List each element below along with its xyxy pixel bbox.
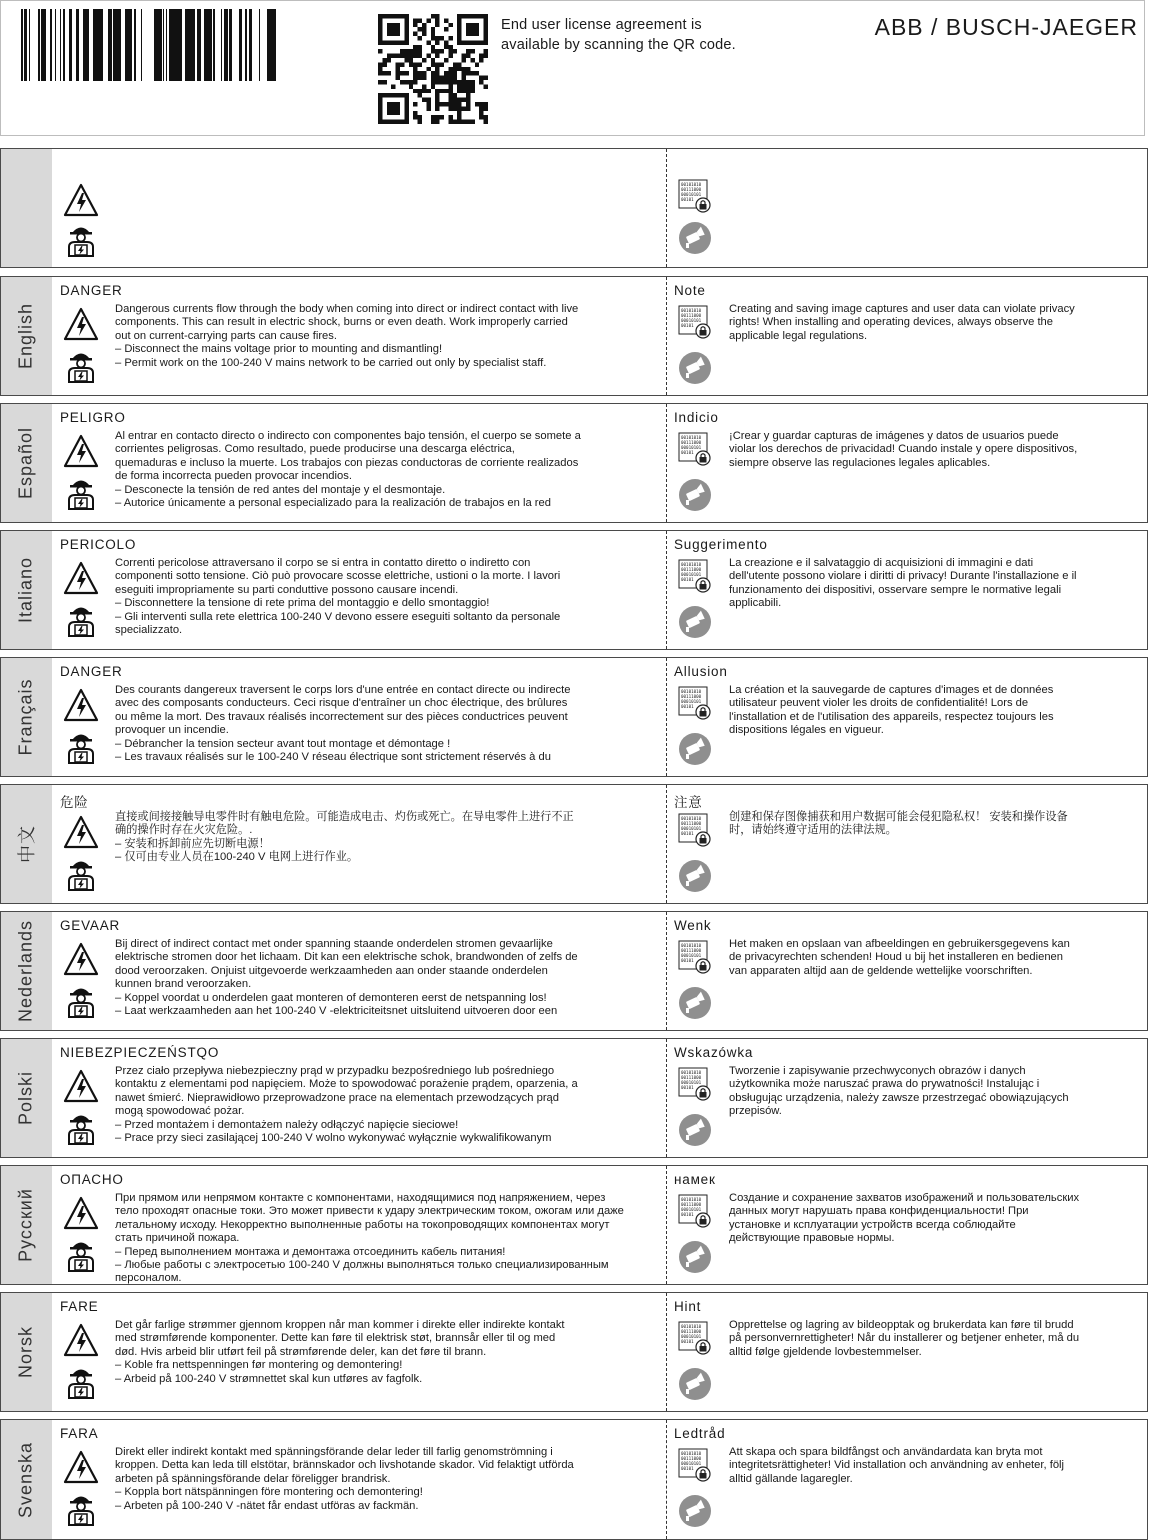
- note-panel: [668, 1039, 1147, 1157]
- camera-icon: [678, 221, 712, 255]
- language-label: Français: [15, 678, 36, 756]
- qualified-electrician-icon: [63, 855, 99, 891]
- svg-text:00101: 00101: [681, 323, 694, 328]
- dashed-divider: [666, 1166, 667, 1284]
- dashed-divider: [666, 531, 667, 649]
- dashed-divider: [666, 912, 667, 1030]
- qualified-electrician-icon: [63, 1363, 99, 1399]
- language-section: [0, 657, 1148, 777]
- qualified-electrician-icon: [63, 601, 99, 637]
- language-section: [0, 1038, 1148, 1158]
- data-privacy-lock-icon: [678, 179, 712, 213]
- electric-shock-warning-icon: [63, 1450, 99, 1484]
- note-text: Att skapa och spara bildfångst och användardata kan bryta mot integritetsrättigheter! Vid installation och användning av enheter, följ alltid gällande lagaregler.: [729, 1446, 1065, 1485]
- language-tab: [1, 912, 52, 1030]
- dashed-divider: [666, 1420, 667, 1539]
- language-tab: [1, 1166, 52, 1284]
- svg-text:00111000: 00111000: [681, 440, 702, 445]
- note-panel: [668, 658, 1147, 776]
- label-header: [0, 0, 1145, 136]
- language-label: Nederlands: [15, 919, 36, 1023]
- electric-shock-warning-icon: [63, 815, 99, 849]
- brand-name: ABB / BUSCH-JAEGER: [874, 14, 1138, 40]
- svg-text:00010101: 00010101: [681, 1461, 702, 1466]
- eula-line-1: End user license agreement is: [501, 17, 702, 33]
- language-label: Español: [15, 426, 36, 500]
- language-label: English: [15, 302, 36, 370]
- language-section: [0, 276, 1148, 396]
- data-privacy-lock-icon: [678, 432, 712, 466]
- danger-panel: [53, 1420, 665, 1539]
- eula-line-2: available by scanning the QR code.: [501, 37, 736, 53]
- electric-shock-warning-icon: [63, 183, 99, 217]
- svg-text:00101010: 00101010: [681, 308, 702, 313]
- eula-notice: [501, 15, 736, 55]
- language-section: [0, 911, 1148, 1031]
- danger-title: FARA: [60, 1426, 99, 1441]
- camera-icon: [678, 1367, 712, 1401]
- qr-code-icon[interactable]: [378, 14, 488, 124]
- svg-text:00101: 00101: [681, 704, 694, 709]
- data-privacy-lock-icon: [678, 813, 712, 847]
- danger-text: Przez ciało przepływa niebezpieczny prąd w przypadku bezpośredniego lub pośredniego kontaktu z elementami pod napięciem. Może to spowodować porażenie prądem, oparzenia, a nawet śmierć. Nieprawidłowo przeprowadzone prace na elementach przewodzących prąd mogą spowodować pożar. – Przed montażem i demontażem należy odłączyć napięcie sieciowe! – Prace przy sieci zasilającej 100-240 V wolno wykonywać wyłącznie wykwalifikowanym: [115, 1065, 578, 1145]
- camera-icon: [678, 478, 712, 512]
- svg-text:00111000: 00111000: [681, 948, 702, 953]
- camera-icon: [678, 1494, 712, 1528]
- svg-text:00101: 00101: [681, 577, 694, 582]
- note-panel: [668, 785, 1147, 903]
- data-privacy-lock-icon: [678, 1194, 712, 1228]
- electric-shock-warning-icon: [63, 307, 99, 341]
- note-text: Het maken en opslaan van afbeeldingen en gebruikersgegevens kan de privacyrechten schenden! Houd u bij het installeren en bedienen van apparaten altijd aan de geldende wettelijke voorschriften.: [729, 938, 1070, 977]
- language-tab: [1, 1039, 52, 1157]
- note-panel: [668, 1293, 1147, 1411]
- svg-text:00010101: 00010101: [681, 1080, 702, 1085]
- note-title: Note: [674, 283, 706, 298]
- note-title: Wenk: [674, 918, 712, 933]
- danger-text: Correnti pericolose attraversano il corpo se si entra in contatto diretto o indiretto con componenti sotto tensione. Ciò può provocare scosse elettriche, ustioni o la morte. I lavori eseguiti impropriamente su parti conduttive possono causare incendi. – Disconnettere la tensione di rete prima del montaggio e dello smontaggio! – Gli interventi sulla rete elettrica 100-240 V devono essere eseguiti soltanto da personale specializzato.: [115, 557, 561, 637]
- language-section: [0, 1165, 1148, 1285]
- svg-text:00010101: 00010101: [681, 192, 702, 197]
- language-section: [0, 1292, 1148, 1412]
- note-text: Opprettelse og lagring av bildeopptak og brukerdata kan føre til brudd på personvernrettigheter! Når du installerer og betjener enheter, må du alltid følge gjeldende lovbestemmelser.: [729, 1319, 1080, 1358]
- language-tab: [1, 658, 52, 776]
- note-text: 创建和保存图像捕获和用户数据可能会侵犯隐私权！ 安装和操作设备 时，请始终遵守适用的法律法规。: [729, 811, 1068, 837]
- note-title: Hint: [674, 1299, 702, 1314]
- language-label: Norsk: [15, 1325, 36, 1379]
- svg-text:00101: 00101: [681, 831, 694, 836]
- data-privacy-lock-icon: [678, 1067, 712, 1101]
- language-tab: [1, 404, 52, 522]
- qualified-electrician-icon: [63, 221, 99, 257]
- danger-text: Direkt eller indirekt kontakt med spänningsförande delar leder till farlig genomströmning i kroppen. Detta kan leda till elstötar, brännskador och livshotande skador. Vid felaktigt utförda arbeten på spänningsförande delar föreligger brandrisk. – Koppla bort nätspänningen före montering och demontering! – Arbeten på 100-240 V -nätet får endast utföras av fackmän.: [115, 1446, 574, 1512]
- note-title: 注意: [674, 795, 703, 810]
- svg-text:00010101: 00010101: [681, 1334, 702, 1339]
- qualified-electrician-icon: [63, 982, 99, 1018]
- danger-panel: [53, 149, 665, 267]
- note-panel: [668, 149, 1147, 267]
- svg-text:00101: 00101: [681, 1339, 694, 1344]
- electric-shock-warning-icon: [63, 1323, 99, 1357]
- danger-panel: [53, 1293, 665, 1411]
- note-title: Suggerimento: [674, 537, 768, 552]
- svg-text:00111000: 00111000: [681, 1075, 702, 1080]
- danger-title: NIEBEZPIECZEŃSTQO: [60, 1045, 220, 1060]
- camera-icon: [678, 1240, 712, 1274]
- dashed-divider: [666, 1039, 667, 1157]
- svg-text:00010101: 00010101: [681, 1207, 702, 1212]
- note-title: Allusion: [674, 664, 728, 679]
- danger-text: Dangerous currents flow through the body when coming into direct or indirect contact with live components. This can result in electric shock, burns or even death. Work improperly carried out on current-carrying parts can cause fires. – Disconnect the mains voltage prior to mounting and dismantling! – Permit work on the 100-240 V mains network to be carried out only by specialist staff.: [115, 303, 579, 369]
- note-panel: [668, 912, 1147, 1030]
- language-section: [0, 148, 1148, 268]
- danger-panel: [53, 658, 665, 776]
- qualified-electrician-icon: [63, 347, 99, 383]
- language-section: [0, 784, 1148, 904]
- danger-title: PELIGRO: [60, 410, 126, 425]
- note-text: Tworzenie i zapisywanie przechwyconych obrazów i danych użytkownika może naruszać prawa do prywatności! Instalując i obsługując urządzenia, należy zawsze przestrzegać obowiązujących przepisów.: [729, 1065, 1069, 1118]
- dashed-divider: [666, 149, 667, 267]
- note-text: ¡Crear y guardar capturas de imágenes y datos de usuarios puede violar los derechos de privacidad! Cuando instale y opere dispositivos, siempre observe las regulaciones legales aplicables.: [729, 430, 1078, 469]
- note-panel: [668, 1166, 1147, 1284]
- svg-text:00010101: 00010101: [681, 953, 702, 958]
- svg-text:00111000: 00111000: [681, 1329, 702, 1334]
- danger-title: DANGER: [60, 664, 123, 679]
- barcode-icon: [21, 9, 281, 81]
- language-tab: [1, 785, 52, 903]
- svg-text:00111000: 00111000: [681, 821, 702, 826]
- note-title: намек: [674, 1172, 716, 1187]
- svg-text:00101010: 00101010: [681, 1197, 702, 1202]
- danger-panel: [53, 912, 665, 1030]
- danger-panel: [53, 531, 665, 649]
- note-text: Создание и сохранение захватов изображений и пользовательских данных могут нарушать права конфиденциальности! При установке и ксплуатации устройств всегда соблюдайте действующие правовые нормы.: [729, 1192, 1080, 1245]
- danger-title: 危险: [60, 795, 89, 810]
- camera-icon: [678, 605, 712, 639]
- danger-title: DANGER: [60, 283, 123, 298]
- language-tab: [1, 277, 52, 395]
- note-panel: [668, 404, 1147, 522]
- camera-icon: [678, 732, 712, 766]
- note-panel: [668, 1420, 1147, 1539]
- language-section: [0, 530, 1148, 650]
- language-label: 中文: [17, 825, 37, 863]
- danger-text: Al entrar en contacto directo o indirecto con componentes bajo tensión, el cuerpo se somete a corrientes peligrosas. Como resultado, puede producirse una descarga eléctrica, quemaduras e incluso la muerte. Los trabajos con piezas conductoras de corriente realizados de forma incorrecta pueden provocar incendios. – Desconecte la tensión de red antes del montaje y el desmontaje. – Autorice únicamente a personal especializado para la realización de trabajos en la red: [115, 430, 581, 510]
- camera-icon: [678, 1113, 712, 1147]
- danger-panel: [53, 277, 665, 395]
- note-text: Creating and saving image captures and user data can violate privacy rights! When installing and operating devices, always observe the applicable legal regulations.: [729, 303, 1075, 342]
- qualified-electrician-icon: [63, 474, 99, 510]
- svg-text:00111000: 00111000: [681, 313, 702, 318]
- note-title: Indicio: [674, 410, 719, 425]
- language-label: Русский: [15, 1188, 36, 1262]
- svg-text:00101010: 00101010: [681, 943, 702, 948]
- language-section: [0, 1419, 1148, 1540]
- svg-text:00101010: 00101010: [681, 562, 702, 567]
- electric-shock-warning-icon: [63, 1196, 99, 1230]
- electric-shock-warning-icon: [63, 942, 99, 976]
- danger-title: FARE: [60, 1299, 99, 1314]
- svg-text:00101010: 00101010: [681, 1324, 702, 1329]
- electric-shock-warning-icon: [63, 434, 99, 468]
- dashed-divider: [666, 658, 667, 776]
- svg-text:00101010: 00101010: [681, 1070, 702, 1075]
- svg-text:00101010: 00101010: [681, 689, 702, 694]
- svg-text:00101: 00101: [681, 958, 694, 963]
- danger-text: Des courants dangereux traversent le corps lors d'une entrée en contact directe ou indirecte avec des composants conducteurs. Ceci risque d'entraîner un choc électrique, des brûlures ou même la mort. Des travaux réalisés incorrectement sur des pièces conductrices peuvent provoquer un incendie. – Débrancher la tension secteur avant tout montage et démontage ! – Les travaux réalisés sur le 100-240 V réseau électrique sont strictement réservés à du: [115, 684, 571, 764]
- electric-shock-warning-icon: [63, 688, 99, 722]
- electric-shock-warning-icon: [63, 561, 99, 595]
- danger-panel: [53, 404, 665, 522]
- electric-shock-warning-icon: [63, 1069, 99, 1103]
- language-tab: [1, 1420, 52, 1539]
- dashed-divider: [666, 277, 667, 395]
- language-tab: [1, 531, 52, 649]
- data-privacy-lock-icon: [678, 559, 712, 593]
- svg-text:00111000: 00111000: [681, 567, 702, 572]
- svg-text:00111000: 00111000: [681, 1202, 702, 1207]
- svg-text:00101010: 00101010: [681, 435, 702, 440]
- dashed-divider: [666, 404, 667, 522]
- note-panel: [668, 277, 1147, 395]
- svg-text:00101: 00101: [681, 1212, 694, 1217]
- danger-text: 直接或间接接触导电零件时有触电危险。可能造成电击、灼伤或死亡。在导电零件上进行不正 确的操作时存在火灾危险。. – 安装和拆卸前应先切断电源！ – 仅可由专业人员在100-240 V 电网上进行作业。: [115, 811, 574, 864]
- qualified-electrician-icon: [63, 1236, 99, 1272]
- note-text: La creazione e il salvataggio di acquisizioni di immagini e dati dell'utente possono violare i diritti di privacy! Durante l'installazione e il funzionamento dei dispositivi, osservare sempre le normative legali applicabili.: [729, 557, 1077, 610]
- svg-text:00010101: 00010101: [681, 699, 702, 704]
- danger-text: При прямом или непрямом контакте с компонентами, находящимися под напряжением, через тело проходят опасные токи. Это может привести к удару электрическим током, ожогам или даже летальному исходу. Некорректно выполненные работы на токопроводящих компонентах могут стать причиной пожара. – Перед выполнением монтажа и демонтажа отсоединить кабель питания! – Любые работы с электросетью 100-240 V должны выполняться только специализированным персоналом.: [115, 1192, 624, 1285]
- qualified-electrician-icon: [63, 1109, 99, 1145]
- svg-text:00010101: 00010101: [681, 318, 702, 323]
- data-privacy-lock-icon: [678, 940, 712, 974]
- svg-text:00111000: 00111000: [681, 1456, 702, 1461]
- dashed-divider: [666, 1293, 667, 1411]
- svg-text:00111000: 00111000: [681, 187, 702, 192]
- svg-text:00101010: 00101010: [681, 1451, 702, 1456]
- danger-title: PERICOLO: [60, 537, 137, 552]
- dashed-divider: [666, 785, 667, 903]
- qualified-electrician-icon: [63, 728, 99, 764]
- danger-title: GEVAAR: [60, 918, 121, 933]
- danger-title: ОПАСНО: [60, 1172, 124, 1187]
- svg-text:00101010: 00101010: [681, 182, 702, 187]
- qualified-electrician-icon: [63, 1490, 99, 1526]
- data-privacy-lock-icon: [678, 305, 712, 339]
- language-tab: [1, 149, 52, 267]
- svg-text:00010101: 00010101: [681, 445, 702, 450]
- note-panel: [668, 531, 1147, 649]
- data-privacy-lock-icon: [678, 686, 712, 720]
- note-title: Ledtråd: [674, 1426, 726, 1441]
- danger-panel: [53, 1166, 665, 1284]
- danger-text: Det går farlige strømmer gjennom kroppen når man kommer i direkte eller indirekte kontakt med strømførende komponenter. Dette kan føre til elektrisk støt, brannsår eller til og med død. Hvis arbeid blir utført feil på strømførende deler, kan det føre til brann. – Koble fra nettspenningen før montering og demontering! – Arbeid på 100-240 V strømnettet skal kun utføres av fagfolk.: [115, 1319, 565, 1385]
- camera-icon: [678, 986, 712, 1020]
- data-privacy-lock-icon: [678, 1448, 712, 1482]
- svg-text:00010101: 00010101: [681, 572, 702, 577]
- svg-text:00101: 00101: [681, 1466, 694, 1471]
- data-privacy-lock-icon: [678, 1321, 712, 1355]
- svg-text:00101: 00101: [681, 1085, 694, 1090]
- svg-text:00010101: 00010101: [681, 826, 702, 831]
- camera-icon: [678, 859, 712, 893]
- note-title: Wskazówka: [674, 1045, 754, 1060]
- danger-panel: [53, 785, 665, 903]
- language-label: Svenska: [15, 1441, 36, 1518]
- language-label: Italiano: [15, 556, 36, 624]
- language-label: Polski: [15, 1070, 36, 1126]
- svg-text:00101: 00101: [681, 450, 694, 455]
- svg-text:00111000: 00111000: [681, 694, 702, 699]
- language-tab: [1, 1293, 52, 1411]
- danger-text: Bij direct of indirect contact met onder spanning staande onderdelen stromen gevaarlijke elektrische stromen door het lichaam. Dit kan een elektrische schok, brandwonden of zelfs de dood veroorzaken. Onjuist uitgevoerde werkzaamheden aan onder staande onderdelen kunnen brand veroorzaken. – Koppel voordat u onderdelen gaat monteren of demonteren eerst de netspanning los! – Laat werkzaamheden aan het 100-240 V -elektriciteitsnet uitsluitend uitvoeren door een: [115, 938, 578, 1018]
- svg-text:00101: 00101: [681, 197, 694, 202]
- note-text: La création et la sauvegarde de captures d'images et de données utilisateur peuvent violer les droits de confidentialité! Lors de l'installation et de l'utilisation des appareils, respectez toujours les dispositions légales en vigueur.: [729, 684, 1054, 737]
- camera-icon: [678, 351, 712, 385]
- svg-text:00101010: 00101010: [681, 816, 702, 821]
- language-section: [0, 403, 1148, 523]
- danger-panel: [53, 1039, 665, 1157]
